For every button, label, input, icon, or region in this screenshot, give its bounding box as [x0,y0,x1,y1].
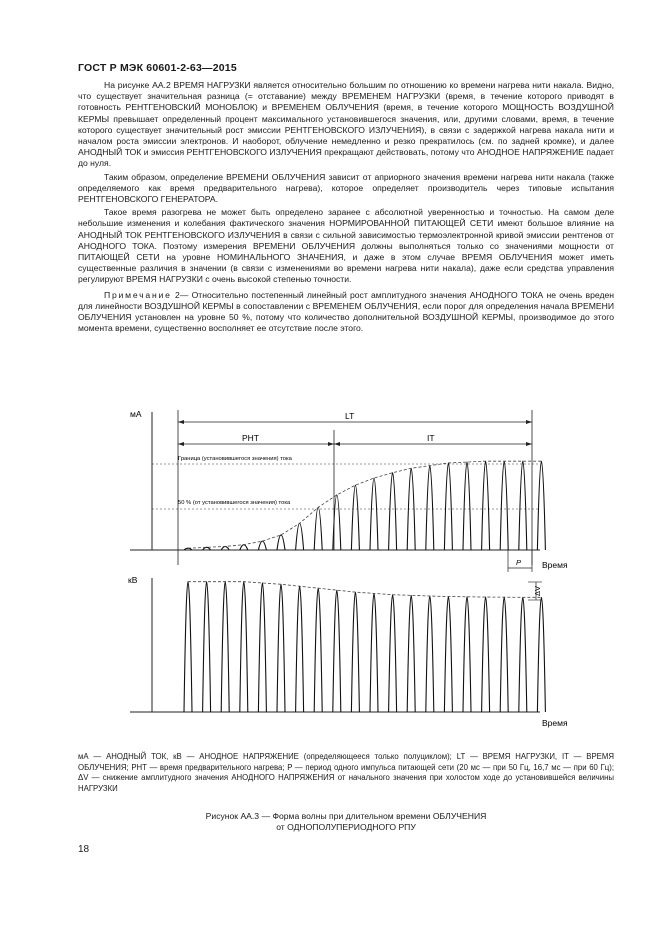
figure-caption [78,811,614,833]
pulse [500,597,508,712]
bottom-x-label: Время [542,718,568,728]
pulse [519,597,527,712]
lt-arrow-left [178,420,184,424]
pulse [258,541,266,550]
pulse [296,586,304,712]
pulse [407,468,415,550]
dv-label: ΔV [533,585,542,596]
figure-legend: мА — АНОДНЫЙ ТОК, кВ — АНОДНОЕ НАПРЯЖЕНИЕ (определяющееся только полуциклом); LT — ВРЕМЯ НАГРУЗКИ, IT — ВРЕМЯ ОБЛУЧЕНИЯ; PHT — время предварительного нагрева; P — период одного импульса питающей сети (20 мс — при 50 Гц, 16,7 мс — при 60 Гц); ΔV — снижение амплитудного значения АНОДНОГО НАПРЯЖЕНИЯ от начального значения при холостом ходе до установившейся величины НАГРУЗКИ [78,752,614,793]
paragraph-3: Такое время разогрева не может быть определено заранее с абсолютной уверенностью и точностью. На самом деле небольшие изменения и колебания фактического значения НОРМИРОВАННОЙ ПИТАЮЩЕЙ СЕТИ имеют большое влияние на АНОДНЫЙ ТОК РЕНТГЕНОВСКОГО ИЗЛУЧЕНИЯ в связи с сильной зависимостью термоэлектронной кривой эмиссии рентгенов от АНОДНОГО ТОКА. Поэтому измерения ВРЕМЕНИ ОБЛУЧЕНИЯ должны выполняться только со значениями мощности от ПИТАЮЩЕЙ СЕТИ на уровне НОМИНАЛЬНОГО ЗНАЧЕНИЯ, и даже в этом случае ВРЕМЯ ОБЛУЧЕНИЯ может иметь существенные различия в значении (в связи с изменениями во времени нагрева нити накала), даже если средства управления регулируют ВРЕМЯ НАГРУЗКИ с очень высокой степенью точности. [78,207,614,285]
waveform-figure [70,400,630,740]
paragraph-2: Таким образом, определение ВРЕМЕНИ ОБЛУЧЕНИЯ зависит от априорного значения времени нагрева нити накала (также определяемого как время предварительного нагрева), которое определяет производитель через типовые испытания РЕНТГЕНОВСКОГО ГЕНЕРАТОРА. [78,171,614,205]
caption-line-2: от ОДНОПОЛУПЕРИОДНОГО РПУ [276,822,416,832]
pht-arrow-left [178,442,184,446]
note-prefix: Примечание [104,289,172,300]
it-label: IT [427,433,435,443]
pulse [240,545,248,550]
half-threshold-label: 50 % (от установившегося значения) тока [178,500,291,506]
pulse [351,592,359,712]
pulse [444,597,452,712]
it-arrow-right [526,442,532,446]
pulse [537,597,545,712]
document-header: ГОСТ Р МЭК 60601-2-63—2015 [78,62,237,74]
steady-threshold-label: Граница (установившегося значения) тока [178,456,292,462]
pulse [389,473,397,550]
pulse [463,597,471,712]
waveform-svg [70,400,630,740]
pulse [277,535,285,550]
pulse [184,582,192,712]
pulse [221,582,229,712]
it-arrow-left [334,442,340,446]
bottom-envelope [188,582,541,598]
pulse [519,461,527,550]
pulse [482,461,490,550]
pulse [426,596,434,712]
pulse [333,590,341,712]
note-number: 2 [174,289,180,300]
bottom-y-label: кВ [128,575,138,585]
pulse [314,507,322,550]
pulse [444,463,452,550]
pulse [500,461,508,550]
pht-arrow-right [328,442,334,446]
pulse [203,582,211,712]
lt-label: LT [345,411,355,421]
pulse [221,546,229,550]
paragraph-1: На рисунке АА.2 ВРЕМЯ НАГРУЗКИ является относительно большим по отношению ко времени нагрева нити накала. Видно, что существует значительная разница (= отставание) между ВРЕМЕНЕМ НАГРУЗКИ (время, в течение которого приводят в готовность РЕНТГЕНОВСКИЙ МОНОБЛОК) и ВРЕМЕНЕМ ОБЛУЧЕНИЯ (время, в течение которого МОЩНОСТЬ ВОЗДУШНОЙ КЕРМЫ превышает определенный процент максимального установившегося значения, или, другими словами, время, в течение которого существует значительный рост эмиссии РЕНТГЕНОВСКОГО ИЗЛУЧЕНИЯ), в связи с задержкой нагрева накала нити и началом роста эмиссии электронов. И наоборот, облучение немедленно и резко прекратилось (см. по задней кромке), и далее АНОДНЫЙ ТОК и эмиссия РЕНТГЕНОВСКОГО ИЗЛУЧЕНИЯ прекращают действовать, потому что АНОДНОЕ НАПРЯЖЕНИЕ падает до нуля. [78,80,614,169]
pulse [370,593,378,712]
pulse [370,478,378,550]
body-text [78,80,614,336]
pulse [463,462,471,550]
note-paragraph [78,290,614,335]
pulse [296,523,304,550]
bottom-pulses [184,582,545,712]
pulse [314,588,322,712]
pulse [389,595,397,712]
lt-arrow-right [526,420,532,424]
period-label: P [516,558,522,567]
pulse [482,597,490,712]
top-x-label: Время [542,560,568,570]
pulse [426,466,434,550]
pulse [277,584,285,712]
pulse [240,582,248,712]
pulse [258,583,266,712]
page-number: 18 [78,844,90,855]
note-text: — Относительно постепенный линейный рост амплитудного значения АНОДНОГО ТОКА не очень вреден для линейности ВОЗДУШНОЙ КЕРМЫ в сопоставлении с ВРЕМЕНЕМ ОБЛУЧЕНИЯ, если порог для определения начала ВРЕМЕНИ ОБЛУЧЕНИЯ установлен на уровне 50 %, потому что количество дополнительной ВОЗДУШНОЙ КЕРМЫ, производимое до этого момента времени, существенно восполняет ее отсутствие после этого. [78,289,614,334]
pulse [537,461,545,550]
top-y-label: мА [130,409,142,419]
pulse [407,595,415,712]
pht-label: PHT [242,433,259,443]
caption-line-1: Рисунок АА.3 — Форма волны при длительном времени ОБЛУЧЕНИЯ [205,811,487,821]
pulse [351,485,359,550]
